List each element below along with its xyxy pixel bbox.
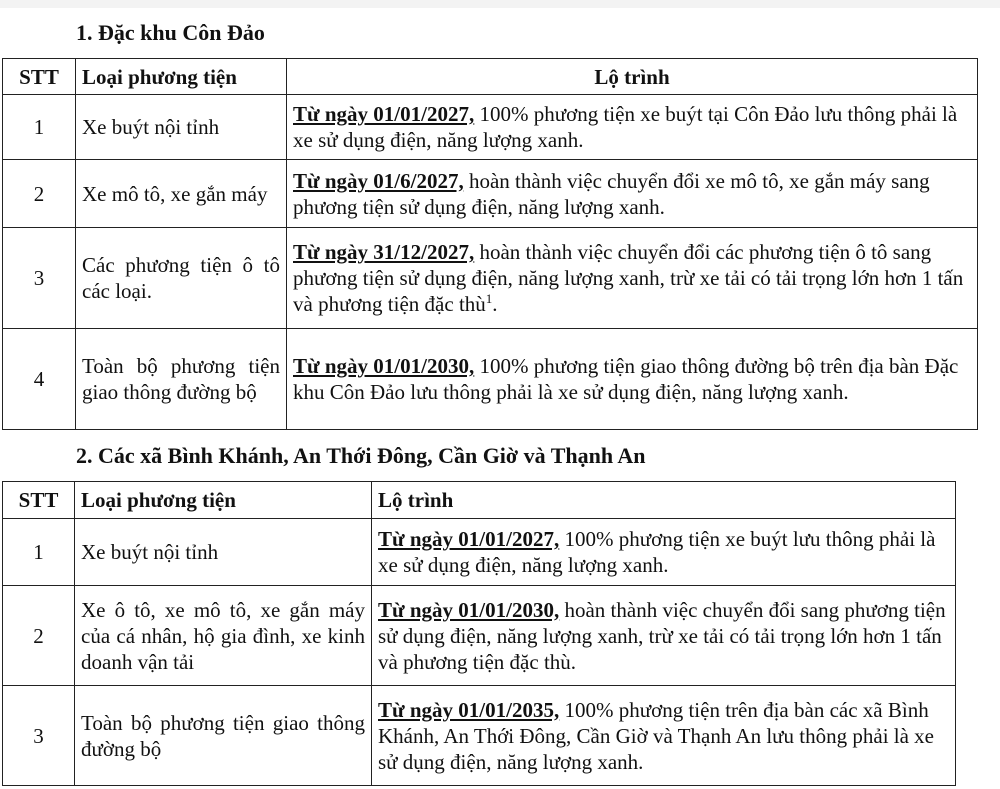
table-row	[3, 586, 956, 686]
route-text: 100% phương tiện trên địa bàn các xã Bình Khánh, An Thới Đông, Cần Giờ và Thạnh An lưu thông phải là xe sử dụng điện, năng lượng xanh.	[378, 697, 935, 774]
header-route: Lộ trình	[372, 482, 956, 519]
cell-route	[372, 686, 956, 786]
table-row	[3, 95, 978, 160]
table-row	[3, 228, 978, 329]
cell-route	[372, 586, 956, 686]
cell-stt: 3	[3, 228, 76, 329]
table-header-row	[3, 482, 956, 519]
cell-stt: 2	[3, 586, 75, 686]
table-row	[3, 519, 956, 586]
cell-stt: 1	[3, 95, 76, 160]
cell-vehicle-type: Xe buýt nội tỉnh	[76, 95, 287, 160]
table-row	[3, 686, 956, 786]
cell-vehicle-type: Xe buýt nội tỉnh	[75, 519, 372, 586]
cell-vehicle-type: Toàn bộ phương tiện giao thông đường bộ	[75, 686, 372, 786]
route-text: 100% phương tiện giao thông đường bộ trên địa bàn Đặc khu Côn Đảo lưu thông phải là xe sử dụng điện, năng lượng xanh.	[293, 354, 959, 404]
table-row	[3, 329, 978, 430]
route-date: Từ ngày 01/6/2027,	[293, 168, 464, 193]
header-route: Lộ trình	[287, 59, 978, 95]
header-stt: STT	[3, 59, 76, 95]
section-2-table	[2, 481, 956, 786]
route-date: Từ ngày 01/01/2030,	[293, 354, 475, 378]
cell-route	[372, 519, 956, 586]
route-text: 100% phương tiện xe buýt tại Côn Đảo lưu thông phải là xe sử dụng điện, năng lượng xanh.	[293, 102, 958, 152]
route-date: Từ ngày 01/01/2035,	[378, 697, 560, 722]
route-text: 100% phương tiện xe buýt lưu thông phải là xe sử dụng điện, năng lượng xanh.	[378, 527, 936, 577]
header-stt: STT	[3, 482, 75, 519]
cell-stt: 1	[3, 519, 75, 586]
cell-route	[287, 160, 978, 228]
section-2-heading: 2. Các xã Bình Khánh, An Thới Đông, Cần Giờ và Thạnh An	[76, 443, 646, 468]
cell-route	[287, 95, 978, 160]
cell-vehicle-type: Xe ô tô, xe mô tô, xe gắn máy của cá nhân, hộ gia đình, xe kinh doanh vận tải	[75, 586, 372, 686]
route-date: Từ ngày 01/01/2027,	[293, 102, 475, 126]
route-text: hoàn thành việc chuyển đổi sang phương tiện sử dụng điện, năng lượng xanh, trừ xe tải có tải trọng lớn hơn 1 tấn và phương tiện đặc thù.	[378, 597, 946, 674]
footnote-marker: 1	[485, 291, 493, 306]
route-text-tail: .	[492, 292, 498, 316]
cell-route	[287, 228, 978, 329]
cell-stt: 2	[3, 160, 76, 228]
cell-route	[287, 329, 978, 430]
top-edge-strip	[0, 0, 1000, 8]
section-1-table	[2, 58, 978, 430]
cell-vehicle-type: Toàn bộ phương tiện giao thông đường bộ	[76, 329, 287, 430]
header-vehicle-type: Loại phương tiện	[76, 59, 287, 95]
route-date: Từ ngày 01/01/2027,	[378, 527, 560, 551]
route-text: hoàn thành việc chuyển đổi các phương tiện ô tô sang phương tiện sử dụng điện, năng lượng xanh, trừ xe tải có tải trọng lớn hơn 1 tấn và phương tiện đặc thù	[293, 240, 964, 316]
cell-stt: 3	[3, 686, 75, 786]
cell-vehicle-type: Xe mô tô, xe gắn máy	[76, 160, 287, 228]
table-row	[3, 160, 978, 228]
route-text: hoàn thành việc chuyển đổi xe mô tô, xe gắn máy sang phương tiện sử dụng điện, năng lượng xanh.	[293, 168, 930, 219]
cell-vehicle-type: Các phương tiện ô tô các loại.	[76, 228, 287, 329]
header-vehicle-type: Loại phương tiện	[75, 482, 372, 519]
cell-stt: 4	[3, 329, 76, 430]
section-1-heading: 1. Đặc khu Côn Đảo	[76, 20, 265, 45]
route-date: Từ ngày 31/12/2027,	[293, 240, 475, 264]
table-header-row	[3, 59, 978, 95]
route-date: Từ ngày 01/01/2030,	[378, 597, 560, 622]
